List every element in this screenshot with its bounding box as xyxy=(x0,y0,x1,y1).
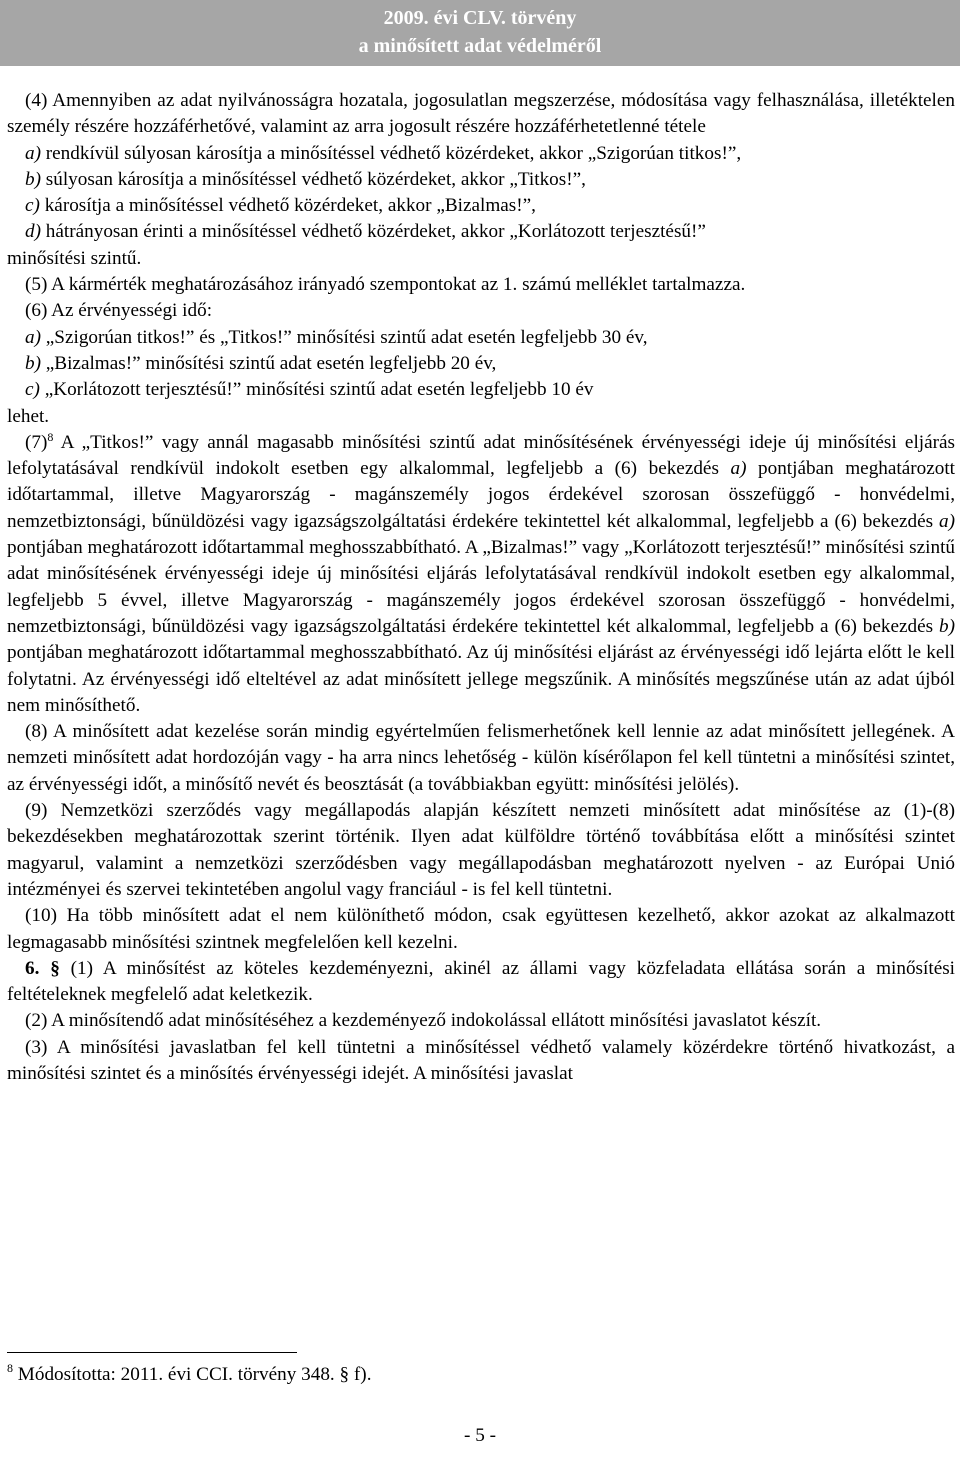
item-text: károsítja a minősítéssel védhető közérdeket, akkor „Bizalmas!”, xyxy=(39,195,536,217)
paragraph-4-item-d xyxy=(7,219,955,245)
item-text: rendkívül súlyosan károsítja a minősítéssel védhető közérdeket, akkor „Szigorúan titkos!”, xyxy=(40,142,742,164)
header-band xyxy=(0,0,960,66)
paragraph-10: (10) Ha több minősített adat el nem különíthető módon, csak együttesen kezelhető, akkor azokat az alkalmazott legmagasabb minősítési szintnek megfelelően kell kezelni. xyxy=(7,905,955,953)
paragraph-7-text: pontjában meghatározott időtartammal, illetve Magyarország - magánszemély jogos érdekével szorosan összefüggő - honvédelmi, nemzetbiztonsági, bűnüldözési vagy igazságszolgáltatási érdekére tekintettel két alkalommal, legfeljebb a (6) bekezdés xyxy=(7,458,955,532)
paragraph-6-item-b xyxy=(7,351,955,377)
section-6-text: (1) A minősítést az köteles kezdeményezni, akinél az állami vagy közfeladata ellátása során a minősítési feltételeknek megfelelő adat keletkezik. xyxy=(7,957,956,1006)
footnote-separator xyxy=(7,1352,297,1353)
paragraph-6-tail: lehet. xyxy=(7,405,50,427)
paragraph-4-item-c xyxy=(7,193,955,219)
footnote-text: Módosította: 2011. évi CCI. törvény 348. § f). xyxy=(13,1364,372,1385)
paragraph-7-text: pontjában meghatározott időtartammal meghosszabbítható. Az új minősítési eljárást az érvényességi idő lejárta előtt le kell folytatni. Az érvényességi idő elteltével az adat minősített jellege megszűnik. A minősítés megszűnése után az adat újból nem minősíthető. xyxy=(7,642,955,716)
item-mark: c) xyxy=(25,195,40,217)
point-mark: a) xyxy=(730,458,747,480)
item-mark: a) xyxy=(25,326,41,348)
paragraph-6-item-a xyxy=(7,325,955,351)
paragraph-7 xyxy=(7,430,955,719)
item-mark: c) xyxy=(25,379,40,401)
paragraph-7-lead: (7) xyxy=(25,431,48,453)
item-text: „Szigorúan titkos!” és „Titkos!” minősítési szintű adat esetén legfeljebb 30 év, xyxy=(40,326,648,348)
section-6-paragraph-3: (3) A minősítési javaslatban fel kell tüntetni a minősítéssel védhető valamely közérdekre történő hivatkozást, a minősítési szintet és a minősítés érvényességi idejét. A minősítési javaslat xyxy=(7,1036,955,1084)
paragraph-7-text: pontjában meghatározott időtartammal meghosszabbítható. A „Bizalmas!” vagy „Korlátozott terjesztésű!” minősítési szintű adat minősítésének érvényességi ideje új minősítési eljárás lefolytatásával rendkívül indokolt esetben egy alkalommal, legfeljebb 5 évvel, illetve Magyarország - magánszemély jogos érdekével szorosan összefüggő - honvédelmi, nemzetbiztonsági, bűnüldözési vagy igazságszolgáltatási érdekére tekintettel két alkalommal, legfeljebb a (6) bekezdés xyxy=(7,537,955,637)
paragraph-9: (9) Nemzetközi szerződés vagy megállapodás alapján készített nemzeti minősített adat minősítése az (1)-(8) bekezdésekben meghatározottak szerint történik. Ilyen adat külföldre történő továbbítása előtt a minősítési szintet magyarul, valamint a nemzetközi szerződésben vagy megállapodásban meghatározott nyelven - az Európai Unió intézményei és szervei tekintetében angolul vagy franciául - is fel kell tüntetni. xyxy=(7,800,955,900)
paragraph-4-item-b xyxy=(7,167,955,193)
document-body xyxy=(7,88,955,1087)
paragraph-4-tail: minősítési szintű. xyxy=(7,247,142,269)
item-text: hátrányosan érinti a minősítéssel védhető közérdeket, akkor „Korlátozott terjesztésű!” xyxy=(40,221,706,243)
paragraph-5: (5) A kármérték meghatározásához irányadó szempontokat az 1. számú melléklet tartalmazza. xyxy=(25,274,746,296)
section-6-paragraph-1 xyxy=(7,956,955,1009)
page-number: - 5 - xyxy=(464,1425,496,1446)
paragraph-6-lead: (6) Az érvényességi idő: xyxy=(25,300,213,322)
paragraph-7-text: A „Titkos!” vagy annál magasabb minősítési szintű adat minősítésének érvényességi ideje új minősítési eljárás lefolytatásával rendkívül indokolt esetben egy alkalommal, legfeljebb a (6) bekezdés xyxy=(7,431,955,480)
paragraph-6-item-c xyxy=(7,377,955,403)
paragraph-4-text: (4) Amennyiben az adat nyilvánosságra hozatala, jogosulatlan megszerzése, módosítása vagy felhasználása, illetéktelen személy részére hozzáférhetővé, valamint az arra jogosult részére hozzáférhetetlenné tétele xyxy=(7,90,955,138)
paragraph-8: (8) A minősített adat kezelése során mindig egyértelműen felismerhetőnek kell lennie az adat minősített jellegének. A nemzeti minősített adat hordozóján vagy - ha arra nincs lehetőség - külön kísérőlapon fel kell tüntetni a minősítési szintet, az érvényességi időt, a minősítő nevét és beosztását (a továbbiakban együtt: minősítési jelölés). xyxy=(7,721,955,795)
footnote-reference[interactable]: 8 xyxy=(47,429,54,444)
footnote-mark: 8 xyxy=(7,1361,13,1375)
section-6-paragraph-2: (2) A minősítendő adat minősítéséhez a kezdeményező indokolással ellátott minősítési javaslatot készít. xyxy=(25,1010,822,1032)
item-mark: d) xyxy=(25,221,41,243)
law-subtitle: a minősített adat védelméről xyxy=(358,35,602,57)
section-number: 6. xyxy=(25,957,40,979)
paragraph-4 xyxy=(7,88,955,141)
footnote xyxy=(7,1362,372,1388)
item-mark: b) xyxy=(25,352,41,374)
law-title: 2009. évi CLV. törvény xyxy=(383,7,577,29)
item-text: súlyosan károsítja a minősítéssel védhető közérdeket, akkor „Titkos!”, xyxy=(40,168,586,190)
point-mark: b) xyxy=(939,615,955,637)
item-mark: a) xyxy=(25,142,41,164)
item-text: „Bizalmas!” minősítési szintű adat esetén legfeljebb 20 év, xyxy=(40,352,497,374)
point-mark: a) xyxy=(939,510,955,532)
section-sign: § xyxy=(50,957,60,979)
item-mark: b) xyxy=(25,168,41,190)
item-text: „Korlátozott terjesztésű!” minősítési szintű adat esetén legfeljebb 10 év xyxy=(39,379,594,401)
paragraph-4-item-a xyxy=(7,141,955,167)
